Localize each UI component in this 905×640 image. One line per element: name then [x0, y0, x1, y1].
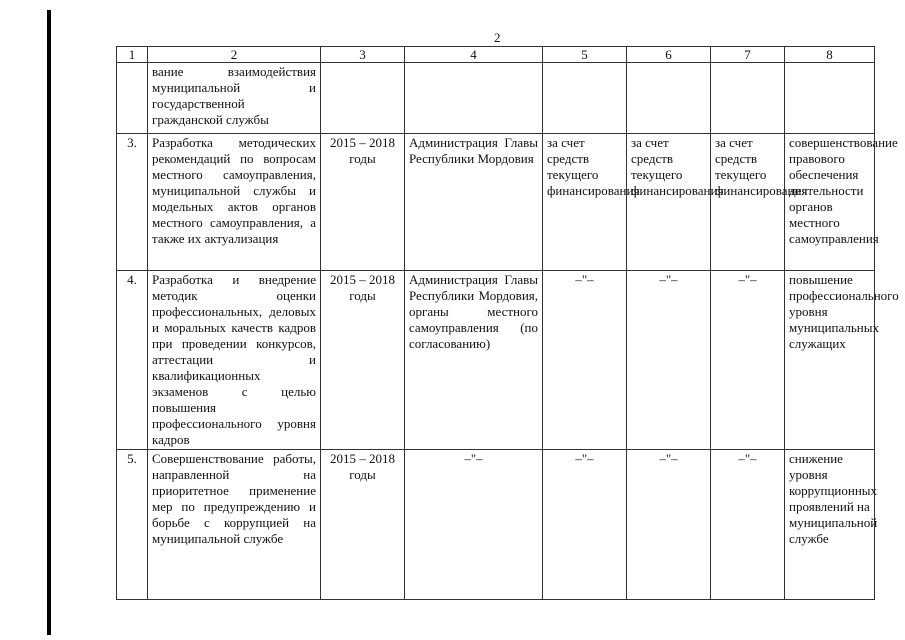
table-row — [117, 63, 875, 134]
period-cell: 2015 – 2018 годы — [321, 134, 405, 271]
executor-cell: –"– — [405, 450, 543, 600]
measure-cell: вание взаимодействия муниципальной и государственной гражданской службы — [148, 63, 321, 134]
measures-table — [116, 46, 899, 600]
funding-cell: за счет средств текущего финансирования — [627, 134, 711, 271]
executor-cell — [405, 63, 543, 134]
funding-cell: за счет средств текущего финансирования — [543, 134, 627, 271]
table-row — [117, 271, 875, 450]
executor-cell: Администрация Главы Республики Мордовия, органы местного самоуправления (по согласованию) — [405, 271, 543, 450]
row-number: 4. — [117, 271, 148, 450]
column-header: 1 — [117, 47, 148, 63]
table-row — [117, 134, 875, 271]
funding-cell — [711, 63, 785, 134]
column-header: 2 — [148, 47, 321, 63]
table-row — [117, 450, 875, 600]
binding-edge-line — [47, 10, 51, 635]
result-cell: снижение уровня коррупционных проявлений на муниципальной службе — [785, 450, 875, 600]
funding-cell: –"– — [627, 450, 711, 600]
funding-cell: –"– — [711, 271, 785, 450]
funding-cell: –"– — [711, 450, 785, 600]
period-cell: 2015 – 2018 годы — [321, 271, 405, 450]
result-cell: совершенствование правового обеспечения деятельности органов местного самоуправления — [785, 134, 875, 271]
measure-cell: Разработка методических рекомендаций по вопросам местного самоуправления, муниципальной службы и модельных актов органов местного самоуправления, а также их актуализация — [148, 134, 321, 271]
funding-cell: –"– — [627, 271, 711, 450]
result-cell — [785, 63, 875, 134]
period-cell — [321, 63, 405, 134]
funding-cell: за счет средств текущего финансирования — [711, 134, 785, 271]
executor-cell: Администрация Главы Республики Мордовия — [405, 134, 543, 271]
column-header: 8 — [785, 47, 875, 63]
row-number: 5. — [117, 450, 148, 600]
column-header: 7 — [711, 47, 785, 63]
column-header: 4 — [405, 47, 543, 63]
funding-cell — [543, 63, 627, 134]
result-cell: повышение профессионального уровня муниципальных служащих — [785, 271, 875, 450]
measure-cell: Разработка и внедрение методик оценки профессиональных, деловых и моральных качеств кадров при проведении конкурсов, аттестации и квалификационных экзаменов с целью повышения профессионального уровня кадров — [148, 271, 321, 450]
funding-cell: –"– — [543, 450, 627, 600]
funding-cell — [627, 63, 711, 134]
column-header: 6 — [627, 47, 711, 63]
funding-cell: –"– — [543, 271, 627, 450]
row-number: 3. — [117, 134, 148, 271]
measure-cell: Совершенствование работы, направленной на приоритетное применение мер по предупреждению и борьбе с коррупцией на муниципальной службе — [148, 450, 321, 600]
period-cell: 2015 – 2018 годы — [321, 450, 405, 600]
row-number — [117, 63, 148, 134]
column-header: 5 — [543, 47, 627, 63]
page-number: 2 — [494, 30, 501, 45]
column-header: 3 — [321, 47, 405, 63]
header-row — [117, 47, 875, 63]
